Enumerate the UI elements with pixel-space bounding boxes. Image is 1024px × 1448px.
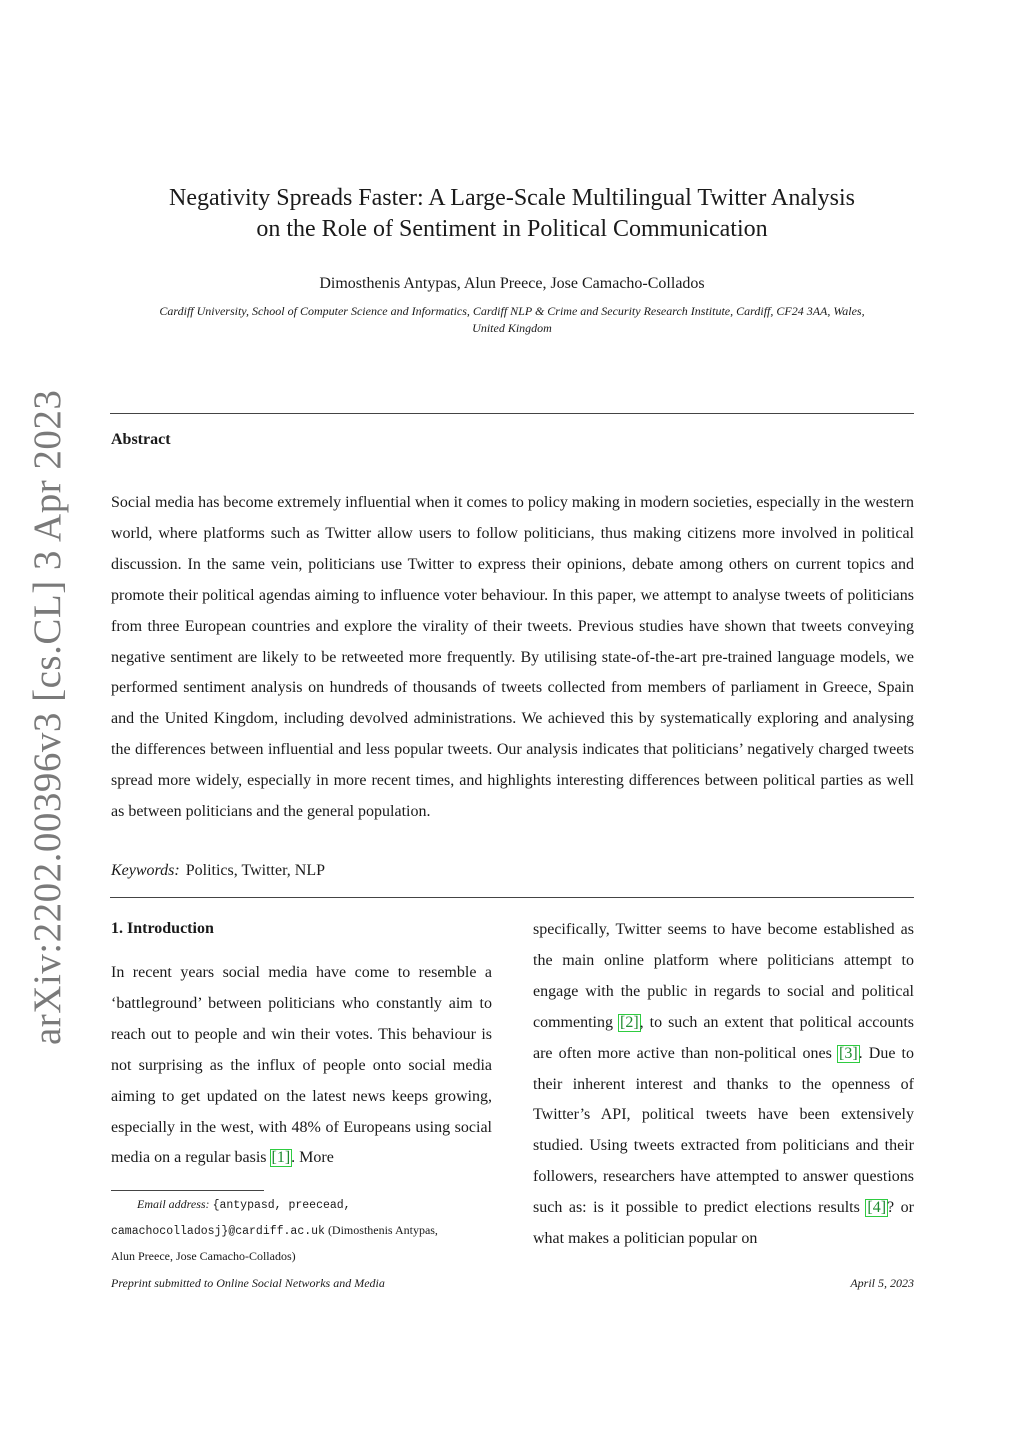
- intro-left-column: [111, 958, 492, 1174]
- abstract-bottom-divider: [110, 897, 914, 898]
- top-divider: [110, 413, 914, 414]
- keywords-label: Keywords:: [111, 862, 180, 879]
- footer-journal: Preprint submitted to Online Social Networks and Media: [111, 1276, 385, 1290]
- paper-title: [110, 183, 914, 245]
- footnote-label: Email address:: [137, 1197, 210, 1211]
- citation-link-2[interactable]: [2]: [619, 1013, 639, 1031]
- author-list: Dimosthenis Antypas, Alun Preece, Jose Camacho-Collados: [319, 275, 705, 292]
- email-addresses-1: {antypasd, preecead,: [212, 1199, 351, 1212]
- intro-text: specifically, Twitter seems to have become established as the main online platform where politicians attempt to engage with the public in regards to social and political commenting: [533, 921, 914, 1031]
- title-line-1: Negativity Spreads Faster: A Large-Scale Multilingual Twitter Analysis: [169, 185, 855, 211]
- title-line-2: on the Role of Sentiment in Political Communication: [256, 216, 768, 242]
- citation-link-3[interactable]: [3]: [838, 1044, 858, 1062]
- footnote-divider: [111, 1190, 264, 1191]
- intro-text: In recent years social media have come to resemble a ‘battleground’ between politicians who constantly aim to reach out to people and win their votes. This behaviour is not surprising as the influx of people onto social media aiming to get updated on the latest news keeps growing, especially in the west, with 48% of Europeans using social media on a regular basis: [111, 964, 492, 1167]
- keywords-value: Politics, Twitter, NLP: [185, 862, 326, 879]
- email-addresses-2: camachocolladosj}@cardiff.ac.uk: [111, 1225, 325, 1238]
- affiliation-line-2: United Kingdom: [472, 321, 552, 335]
- affiliation: [110, 303, 914, 337]
- intro-text: ? or what makes a politician popular on: [533, 1199, 914, 1248]
- abstract-body: Social media has become extremely influential when it comes to policy making in modern societies, especially in the western world, where platforms such as Twitter allow users to follow politicians, thus making citizens more involved in political discussion. In the same vein, politicians use Twitter to express their opinions, debate among others on current topics and promote their political agendas aiming to influence voter behaviour. In this paper, we attempt to analyse tweets of politicians from three European countries and explore the virality of their tweets. Previous studies have shown that tweets conveying negative sentiment are likely to be retweeted more frequently. By utilising state-of-the-art pre-trained language models, we performed sentiment analysis on hundreds of thousands of tweets collected from members of parliament in Greece, Spain and the United Kingdom, including devolved administrations. We achieved this by systematically exploring and analysing the differences between influential and less popular tweets. Our analysis indicates that politicians’ negatively charged tweets spread more widely, especially in more recent times, and highlights interesting differences between political parties as well as between politicians and the general population.: [111, 494, 914, 821]
- citation-link-1[interactable]: [1]: [271, 1149, 291, 1167]
- arxiv-side-stamp: arXiv:2202.00396v3 [cs.CL] 3 Apr 2023: [26, 389, 69, 1045]
- keywords: [111, 860, 325, 882]
- footnote: [111, 1192, 511, 1268]
- intro-right-column: [533, 915, 914, 1255]
- footer-date: April 5, 2023: [850, 1276, 914, 1290]
- intro-text: . Due to their inherent interest and thanks to the openness of Twitter’s API, political tweets have been extensively studied. Using tweets extracted from politicians and their followers, researchers have attempted to answer questions such as: is it possible to predict elections results: [533, 1044, 914, 1217]
- abstract-heading: Abstract: [111, 431, 171, 448]
- footnote-names-1: (Dimosthenis Antypas,: [327, 1223, 438, 1237]
- citation-link-4[interactable]: [4]: [867, 1199, 887, 1217]
- intro-text: , to such an extent that political accounts are often more active than non-political ones: [533, 1013, 914, 1062]
- section-heading-introduction: 1. Introduction: [111, 920, 214, 937]
- intro-text: . More: [291, 1149, 334, 1167]
- affiliation-line-1: Cardiff University, School of Computer Science and Informatics, Cardiff NLP & Crime and Security Research Institute, Cardiff, CF24 3AA, Wales,: [159, 304, 865, 318]
- footnote-names-2: Alun Preece, Jose Camacho-Collados): [111, 1249, 296, 1263]
